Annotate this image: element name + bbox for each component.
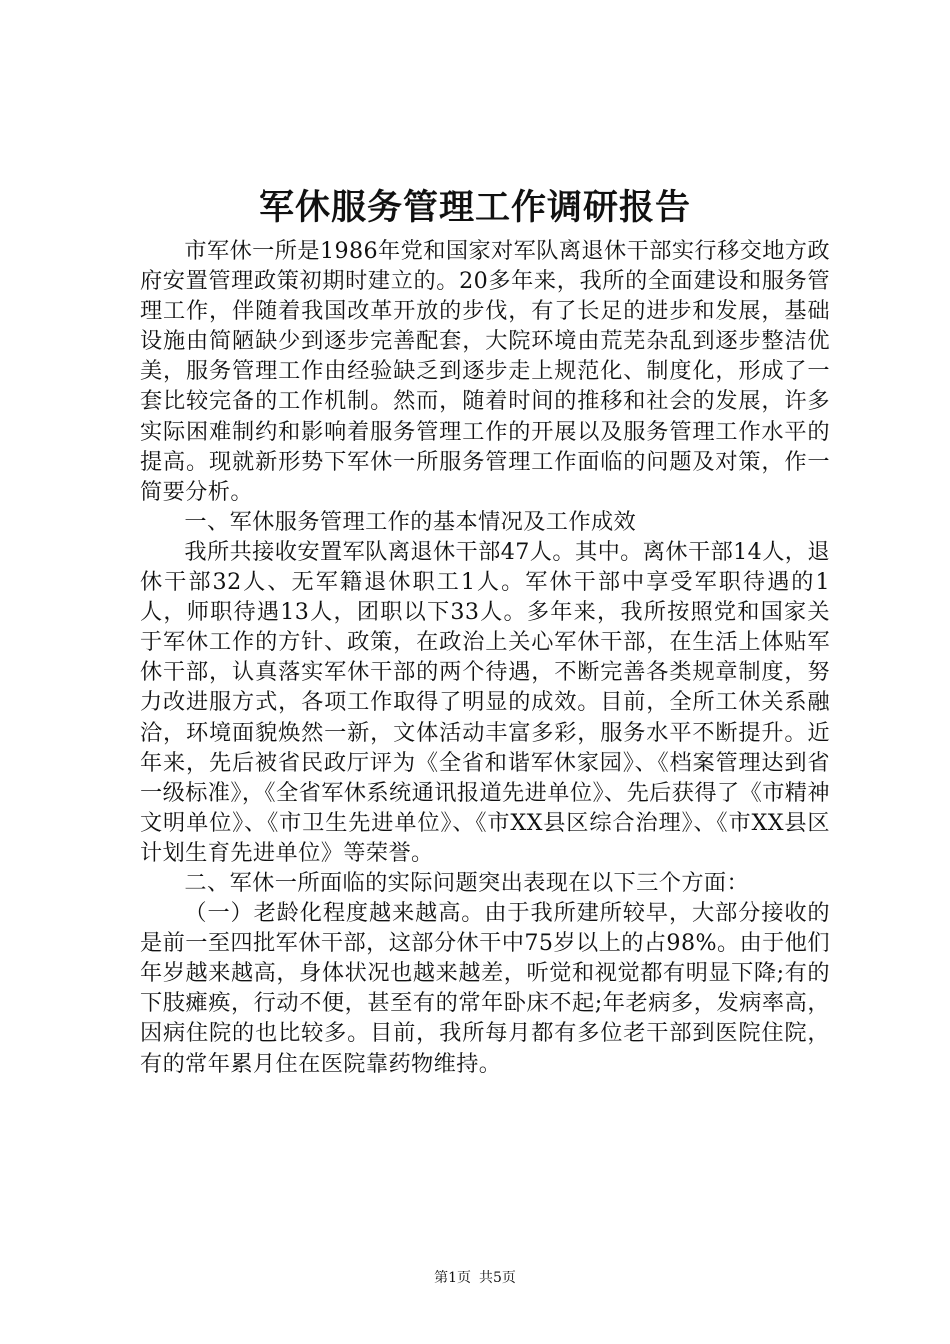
page-footer [0,1268,950,1288]
section-heading-1: 一、军休服务管理工作的基本情况及工作成效 [184,508,637,535]
paragraph-intro: 市军休一所是1986年党和国家对军队离退休干部实行移交地方政府安置管理政策初期时建立的。20多年来，我所的全面建设和服务管理工作，伴随着我国改革开放的步伐，有了长足的进步和发展，基础设施由简陋缺少到逐步完善配套，大院环境由荒芜杂乱到逐步整洁优美，服务管理工作由经验缺乏到逐步走上规范化、制度化，形成了一套比较完备的工作机制。然而，随着时间的推移和社会的发展，许多实际困难制约和影响着服务管理工作的开展以及服务管理工作水平的提高。现就新形势下军休一所服务管理工作面临的问题及对策，作一简要分析。 [140,238,830,505]
document-title: 军休服务管理工作调研报告 [258,187,691,228]
page-total: 共5页 [479,1270,516,1286]
section-heading-2: 二、军休一所面临的实际问题突出表现在以下三个方面： [184,869,750,896]
page-number: 第1页 [434,1270,471,1286]
paragraph-basic-situation: 我所共接收安置军队离退休干部47人。其中。离休干部14人，退休干部32人、无军籍退休职工1人。军休干部中享受军职待遇的1人，师职待遇13人，团职以下33人。多年来，我所按照党和国家关于军休工作的方针、政策，在政治上关心军休干部，在生活上体贴军休干部，认真落实军休干部的两个待遇，不断完善各类规章制度，努力改进服方式，各项工作取得了明显的成效。目前，全所工休关系融洽，环境面貌焕然一新，文体活动丰富多彩，服务水平不断提升。近年来，先后被省民政厅评为《全省和谐军休家园》、《档案管理达到省一级标准》，《全省军休系统通讯报道先进单位》、先后获得了《市精神文明单位》、《市卫生先进单位》、《市XX县区综合治理》、《市XX县区计划生育先进单位》等荣誉。 [140,538,830,866]
paragraph-aging-issue: （一）老龄化程度越来越高。由于我所建所较早，大部分接收的是前一至四批军休干部，这部分休干中75岁以上的占98%。由于他们年岁越来越高，身体状况也越来越差，听觉和视觉都有明显下降;有的下肢瘫痪，行动不便，甚至有的常年卧床不起;年老病多，发病率高，因病住院的也比较多。目前，我所每月都有多位老干部到医院住院，有的常年累月住在医院靠药物维持。 [140,900,830,1077]
document-body [140,236,830,1079]
